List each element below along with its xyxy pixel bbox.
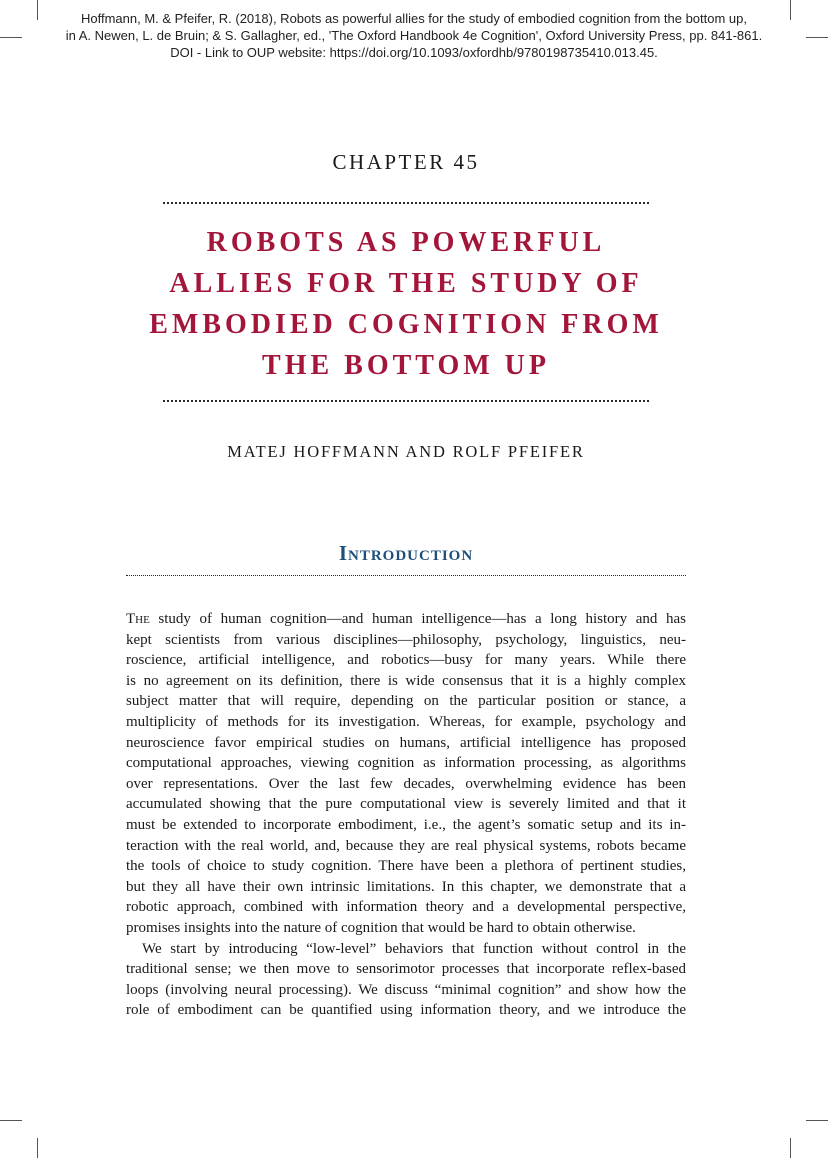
paragraph-line: subject matter that will require, depending on the particular position or stance, a (126, 693, 686, 710)
chapter-label: CHAPTER 45 (332, 150, 480, 174)
paragraph-line: over representations. Over the last few decades, overwhelming evidence has been (126, 775, 686, 792)
paragraph-line: neuroscience favor empirical studies on humans, artificial intelligence has proposed (126, 734, 686, 751)
citation-header (0, 10, 828, 61)
crop-mark-bottom-left (37, 1138, 38, 1158)
paragraph-line: accumulated showing that the pure computational view is severely limited and that it (126, 796, 686, 813)
chapter-authors: MATEJ HOFFMANN AND ROLF PFEIFER (227, 442, 585, 461)
paragraph-line: must be extended to incorporate embodiment, i.e., the agent’s somatic setup and its in- (126, 816, 686, 833)
title-divider-bottom (163, 400, 649, 402)
paragraph-line: promises insights into the nature of cognition that would be hard to obtain otherwise. (126, 919, 636, 936)
section-divider (126, 575, 686, 576)
paragraph-line: multiplicity of methods for its investigation. Whereas, for example, psychology and (126, 713, 686, 730)
crop-mark-bottom-left-h (0, 1120, 22, 1121)
paragraph-line: loops (involving neural processing). We discuss “minimal cognition” and show how the (126, 981, 686, 998)
paragraph-line (126, 609, 686, 630)
paragraph-line: the tools of choice to study cognition. There have been a plethora of pertinent studies, (126, 858, 686, 875)
chapter-title-line: THE BOTTOM UP (262, 350, 550, 381)
chapter-title-line: ALLIES FOR THE STUDY OF (169, 268, 643, 299)
title-divider-top (163, 202, 649, 204)
drop-word: The (126, 611, 150, 627)
paragraph-line: computational approaches, viewing cognition as information processing, as algorithms (126, 755, 686, 772)
crop-mark-bottom-right (790, 1138, 791, 1158)
paragraph-line: teraction with the real world, and, because they are real physical systems, robots became (126, 837, 686, 854)
paragraph-line: We start by introducing “low-level” behaviors that function without control in the (142, 940, 686, 957)
chapter-title (100, 222, 712, 386)
paragraph-line: kept scientists from various disciplines—philosophy, psychology, linguistics, neu- (126, 631, 686, 648)
section-heading: Introduction (338, 541, 474, 565)
paragraph-line: roscience, artificial intelligence, and robotics—busy for many years. While there (126, 652, 686, 669)
paragraph-line: role of embodiment can be quantified using information theory, and we introduce the (126, 1002, 686, 1019)
citation-line: Hoffmann, M. & Pfeifer, R. (2018), Robots as powerful allies for the study of embodied cognition from the bottom up, (81, 11, 747, 26)
chapter-title-line: ROBOTS AS POWERFUL (206, 227, 606, 258)
paragraph-line: robotic approach, combined with information theory and a developmental perspective, (126, 899, 686, 916)
first-line-rest: study of human cognition—and human intelligence—has a long history and has (149, 611, 686, 627)
body-text (126, 609, 686, 1021)
paragraph-line: is no agreement on its definition, there is wide consensus that it is a highly complex (126, 672, 686, 689)
crop-mark-bottom-right-h (806, 1120, 828, 1121)
paragraph-line: traditional sense; we then move to sensorimotor processes that incorporate reflex-based (126, 961, 686, 978)
citation-line: DOI - Link to OUP website: https://doi.org/10.1093/oxfordhb/9780198735410.013.45. (170, 45, 658, 60)
paragraph-line: but they all have their own intrinsic limitations. In this chapter, we demonstrate that a (126, 878, 686, 895)
chapter-title-line: EMBODIED COGNITION FROM (149, 309, 663, 340)
citation-line: in A. Newen, L. de Bruin; & S. Gallagher, ed., 'The Oxford Handbook 4e Cognition', Oxford University Press, pp. 841-861. (65, 28, 763, 43)
